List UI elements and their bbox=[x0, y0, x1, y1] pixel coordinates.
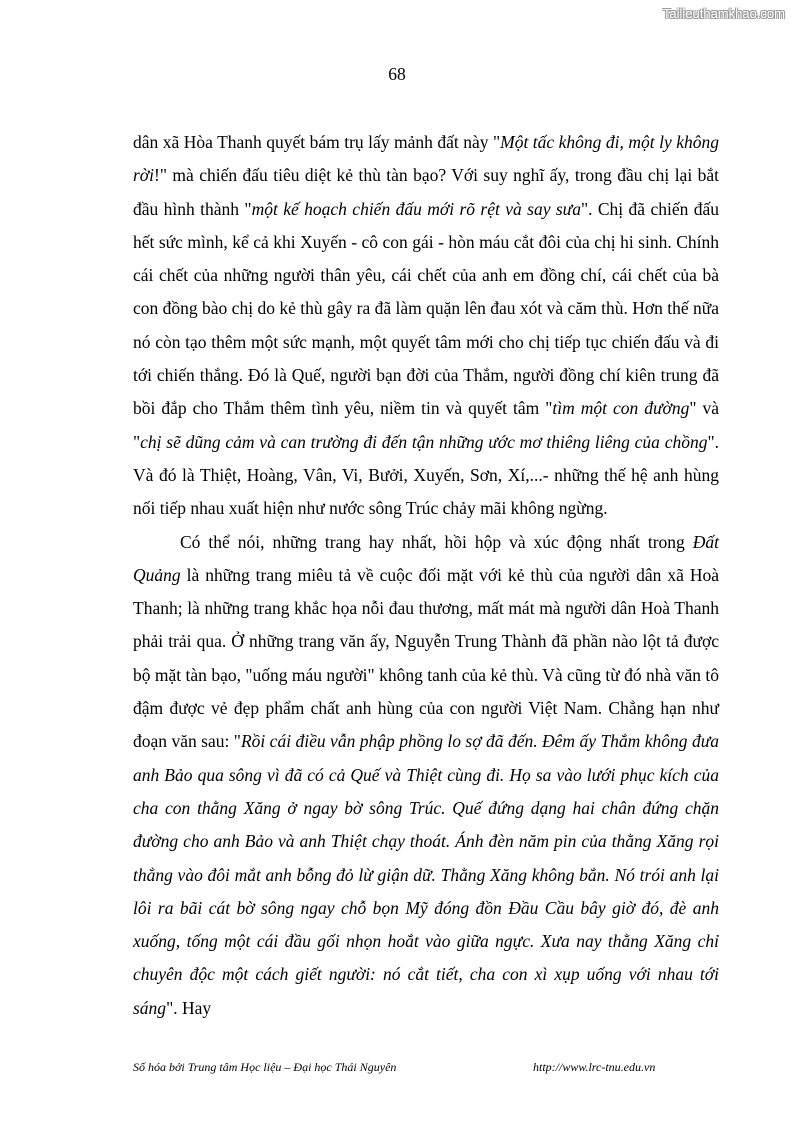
text-run: Có thể nói, những trang hay nhất, hồi hộp và xúc động nhất trong bbox=[180, 531, 693, 552]
text-run: ". Hay bbox=[166, 997, 212, 1018]
footer-url[interactable]: http://www.lrc-tnu.edu.vn bbox=[533, 1060, 656, 1074]
page-number: 68 bbox=[388, 64, 406, 84]
italic-text-run: Rồi cái điều vẫn phập phồng lo sợ đã đến. Đêm ấy Thắm không đưa anh Bảo qua sông vì đã có cả Quế và Thiệt cùng đi. Họ sa vào lưới phục kích của cha con thằng Xăng ở ngay bờ sông Trúc. Quế đứng dạng hai chân đứng chặn đường cho anh Bảo và anh Thiệt chạy thoát. Ánh đèn năm pin của thằng Xăng rọi thẳng vào đôi mắt anh bỗng đỏ lừ giận dữ. Thằng Xăng không bắn. Nó trói anh lại lôi ra bãi cát bờ sông ngay chỗ bọn Mỹ đóng đồn Đầu Cầu bây giờ đó, đè anh xuống, tống một cái đầu gối nhọn hoắt vào giữa ngực. Xưa nay thằng Xăng chỉ chuyên độc một cách giết người: nó cắt tiết, cha con xì xụp uống với nhau tới sáng bbox=[133, 731, 719, 1018]
italic-text-run: một kế hoạch chiến đấu mới rõ rệt và say sưa bbox=[251, 198, 581, 219]
text-run: " và " bbox=[133, 398, 719, 452]
footer-credit: Số hóa bởi Trung tâm Học liệu – Đại học Thái Nguyên bbox=[133, 1060, 397, 1074]
text-run: là những trang miêu tả về cuộc đối mặt với kẻ thù của người dân xã Hoà Thanh; là những trang khắc họa nỗi đau thương, mất mát mà người dân Hoà Thanh phải trải qua. Ở những trang văn ấy, Nguyễn Trung Thành đã phần nào lột tả được bộ mặt tàn bạo, "uống máu người" không tanh của kẻ thù. Và cũng từ đó nhà văn tô đậm được vẻ đẹp phẩm chất anh hùng của con người Việt Nam. Chẳng hạn như đoạn văn sau: " bbox=[133, 564, 719, 752]
paragraph-2 bbox=[133, 526, 719, 1025]
paragraph-1 bbox=[133, 126, 719, 526]
italic-text-run: tìm một con đường bbox=[552, 398, 690, 419]
text-run: ". Chị đã chiến đấu hết sức mình, kể cả khi Xuyến - cô con gái - hòn máu cắt đôi của chị hi sinh. Chính cái chết của những người thân yêu, cái chết của anh em đồng chí, cái chết của bà con đồng bào chị do kẻ thù gây ra đã làm quặn lên đau xót và căm thù. Hơn thế nữa nó còn tạo thêm một sức mạnh, một quyết tâm mới cho chị tiếp tục chiến đấu và đi tới chiến thắng. Đó là Quế, người bạn đời của Thắm, người đồng chí kiên trung đã bồi đắp cho Thắm thêm tình yêu, niềm tin và quyết tâm " bbox=[133, 198, 720, 419]
body-text bbox=[133, 126, 719, 1025]
text-run: ". Và đó là Thiệt, Hoàng, Vân, Vi, Bưởi, Xuyến, Sơn, Xí,...- những thế hệ anh hùng nối tiếp nhau xuất hiện như nước sông Trúc chảy mãi không ngừng. bbox=[133, 431, 719, 519]
watermark: Tailieuthamkhao.com bbox=[662, 6, 785, 21]
text-run: !" mà chiến đấu tiêu diệt kẻ thù tàn bạo? Với suy nghĩ ấy, trong đầu chị lại bắt đầu hình thành " bbox=[133, 165, 719, 219]
italic-text-run: Đất Quảng bbox=[133, 531, 719, 585]
italic-text-run: Một tấc không đi, một ly không rời bbox=[133, 132, 719, 186]
italic-text-run: chị sẽ dũng cảm và can trường đi đến tận những ước mơ thiêng liêng của chồng bbox=[140, 431, 708, 452]
text-run: dân xã Hòa Thanh quyết bám trụ lấy mảnh đất này " bbox=[133, 132, 501, 152]
